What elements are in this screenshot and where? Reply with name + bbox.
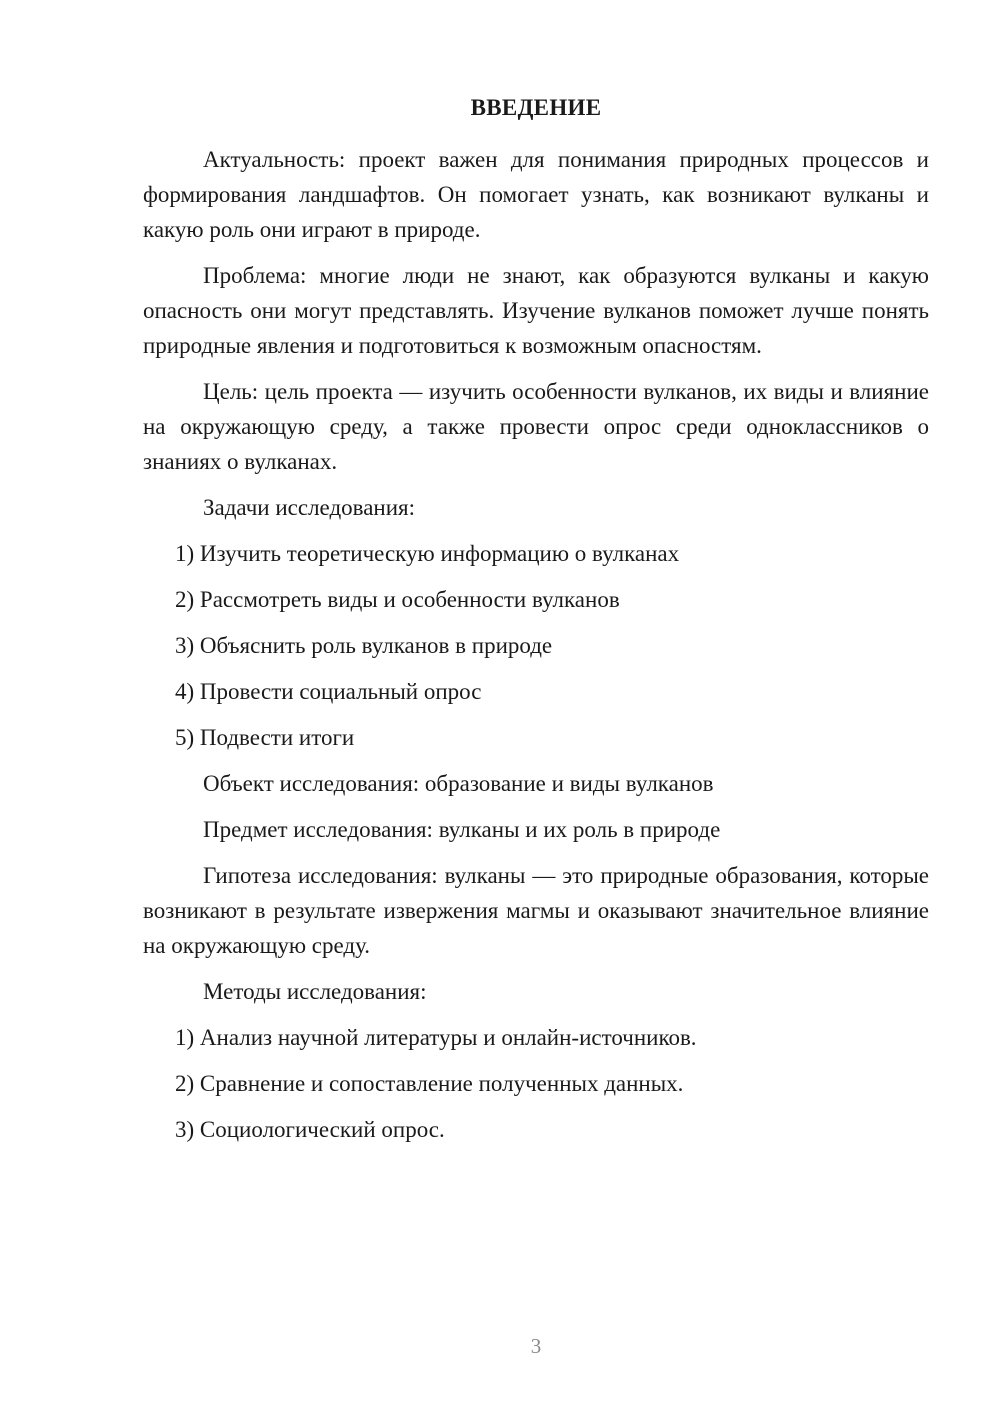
list-item: 5) Подвести итоги	[175, 725, 355, 750]
methods-title: Методы исследования:	[203, 979, 427, 1004]
tasks-title: Задачи исследования:	[203, 495, 416, 520]
list-item: 2) Сравнение и сопоставление полученных данных.	[175, 1071, 684, 1096]
list-item: 1) Анализ научной литературы и онлайн-источников.	[175, 1025, 697, 1050]
document-body	[143, 142, 929, 1158]
problem-paragraph: Проблема: многие люди не знают, как образуются вулканы и какую опасность они могут представлять. Изучение вулканов поможет лучше понять природные явления и подготовиться к возможным опасностям.	[143, 263, 929, 358]
tasks-list	[143, 536, 929, 755]
list-item: 3) Социологический опрос.	[175, 1117, 445, 1142]
list-item: 2) Рассмотреть виды и особенности вулканов	[175, 587, 620, 612]
goal-paragraph: Цель: цель проекта — изучить особенности вулканов, их виды и влияние на окружающую среду, а также провести опрос среди одноклассников о знаниях о вулканах.	[143, 379, 929, 474]
section-heading: ВВЕДЕНИЕ	[470, 95, 602, 120]
subject-paragraph: Предмет исследования: вулканы и их роль в природе	[203, 817, 721, 842]
page-number: 3	[530, 1334, 542, 1358]
list-item: 1) Изучить теоретическую информацию о вулканах	[175, 541, 680, 566]
hypothesis-paragraph: Гипотеза исследования: вулканы — это природные образования, которые возникают в результате извержения магмы и оказывают значительное влияние на окружающую среду.	[143, 863, 929, 958]
relevance-paragraph: Актуальность: проект важен для понимания природных процессов и формирования ландшафтов. Он помогает узнать, как возникают вулканы и какую роль они играют в природе.	[143, 147, 929, 242]
methods-list	[143, 1020, 929, 1147]
list-item: 4) Провести социальный опрос	[175, 679, 482, 704]
object-paragraph: Объект исследования: образование и виды вулканов	[203, 771, 714, 796]
list-item: 3) Объяснить роль вулканов в природе	[175, 633, 553, 658]
